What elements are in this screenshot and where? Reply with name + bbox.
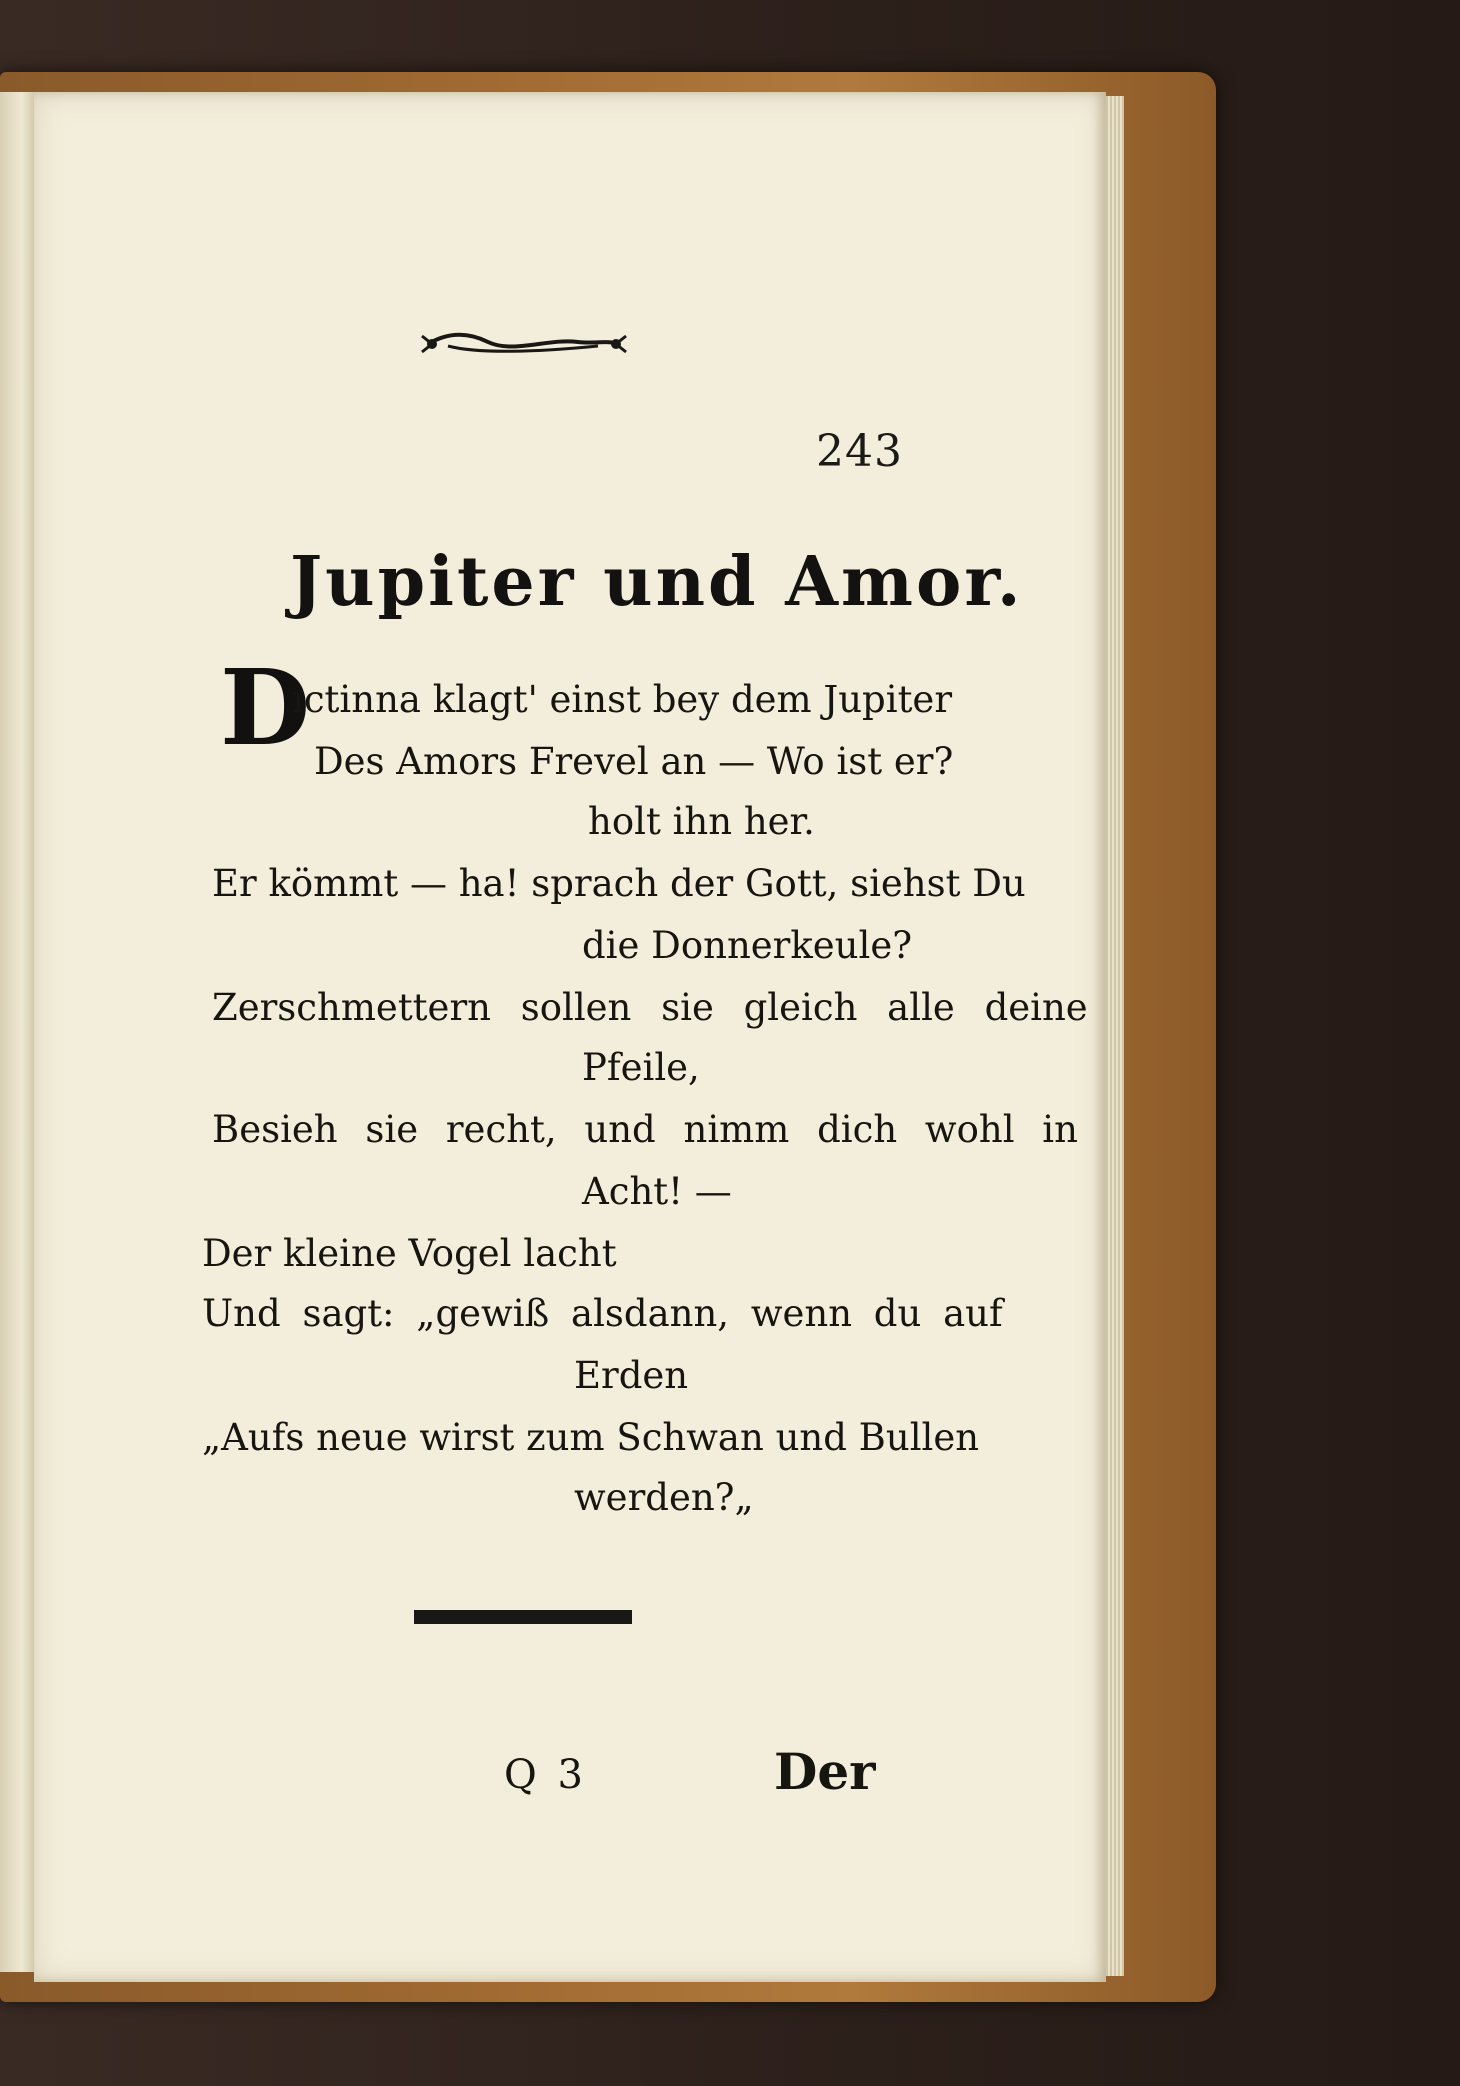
poem-line: Besieh sie recht, und nimm dich wohl in <box>212 1108 1078 1151</box>
poem-line: „Aufs neue wirst zum Schwan und Bullen <box>202 1416 980 1459</box>
poem-line: Acht! — <box>582 1170 732 1213</box>
poem-title: Jupiter und Amor. <box>290 542 1024 622</box>
section-rule <box>414 1610 632 1622</box>
poem-line: Des Amors Frevel an — Wo ist er? <box>314 740 954 783</box>
catchword: Der <box>774 1742 876 1801</box>
poem-line: Zerschmettern sollen sie gleich alle deine <box>212 986 1088 1029</box>
poem-line: Er kömmt — ha! sprach der Gott, siehst Du <box>212 862 1026 905</box>
poem-line: Pfeile, <box>582 1046 700 1089</box>
poem-line: werden?„ <box>574 1476 754 1519</box>
poem-line: holt ihn her. <box>588 800 815 843</box>
signature-mark: Q 3 <box>504 1752 587 1798</box>
poem-line: Der kleine Vogel lacht <box>202 1232 617 1275</box>
left-page-edge <box>0 92 36 1972</box>
poem-line: Erden <box>574 1354 689 1397</box>
page-number: 243 <box>816 426 903 477</box>
poem-line: die Donnerkeule? <box>582 924 913 967</box>
ornament-icon <box>418 324 630 364</box>
book-page <box>34 92 1106 1982</box>
poem-line: Und sagt: „gewiß alsdann, wenn du auf <box>202 1292 1003 1335</box>
poem-line: ictinna klagt' einst bey dem Jupiter <box>292 678 953 721</box>
drop-cap: D <box>220 646 311 769</box>
